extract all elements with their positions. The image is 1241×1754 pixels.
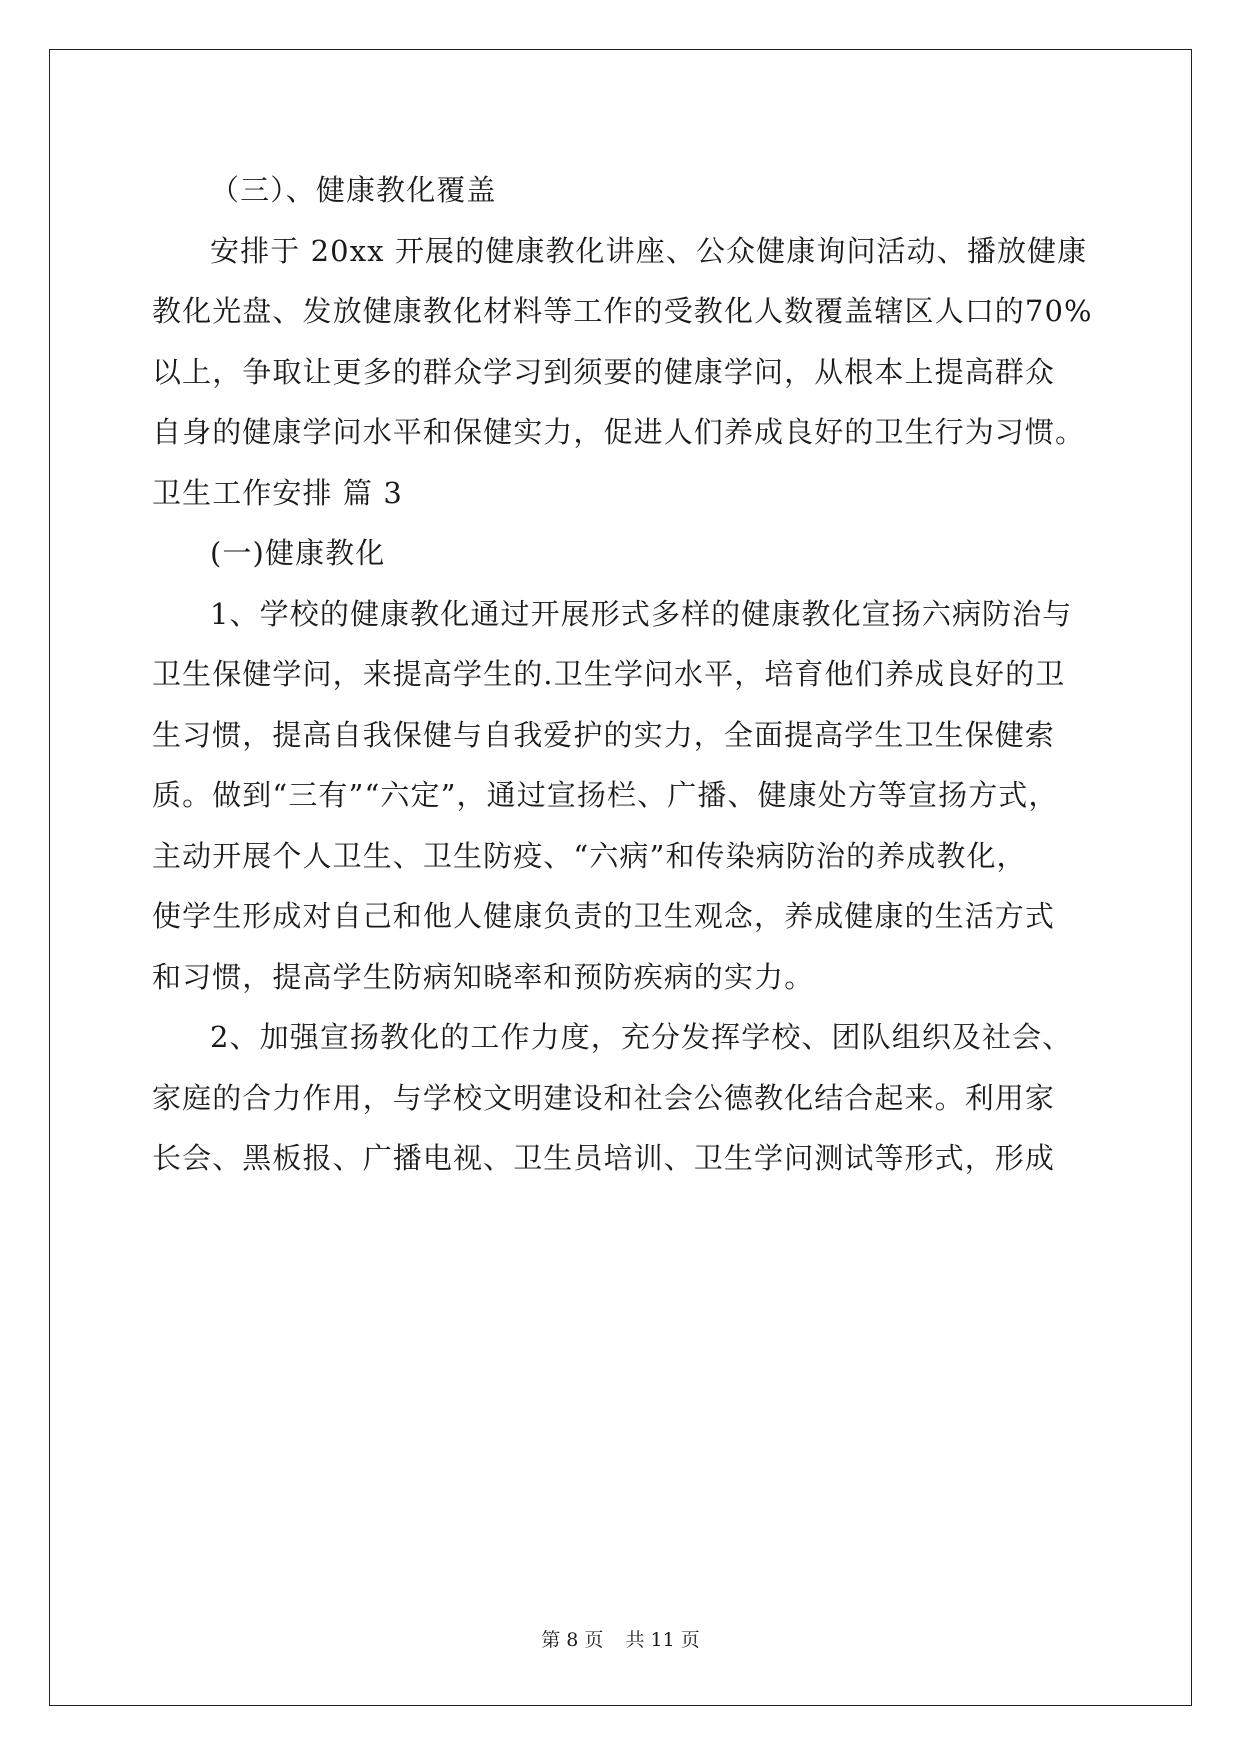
- paragraph-line: 和习惯，提高学生防病知晓率和预防疾病的实力。: [152, 959, 815, 994]
- paragraph-line: 质。做到“三有”“六定”，通过宣扬栏、广播、健康处方等宣扬方式，: [152, 778, 1059, 812]
- chapter-title: 卫生工作安排 篇 3: [152, 475, 403, 510]
- paragraph-line: 2、加强宣扬教化的工作力度，充分发挥学校、团队组织及社会、: [210, 1020, 1073, 1054]
- paragraph-line: 家庭的合力作用，与学校文明建设和社会公德教化结合起来。利用家: [152, 1080, 1056, 1115]
- page-total: 共 11 页: [625, 1629, 700, 1651]
- paragraph-line: 生习惯，提高自我保健与自我爱护的实力，全面提高学生卫生保健索: [152, 717, 1056, 752]
- paragraph-line: 长会、黑板报、广播电视、卫生员培训、卫生学问测试等形式，形成: [152, 1141, 1056, 1175]
- document-body: [152, 160, 1092, 1189]
- paragraph-line: 以上，争取让更多的群众学习到须要的健康学问，从根本上提高群众: [152, 354, 1056, 389]
- paragraph-line: 使学生形成对自己和他人健康负责的卫生观念，养成健康的生活方式: [152, 899, 1056, 933]
- section-heading: (一)健康教化: [210, 536, 386, 570]
- paragraph-line: 主动开展个人卫生、卫生防疫、“六病”和传染病防治的养成教化，: [152, 838, 1027, 873]
- paragraph-line: 自身的健康学问水平和保健实力，促进人们养成良好的卫生行为习惯。: [152, 415, 1086, 449]
- paragraph-line: 安排于 20xx 开展的健康教化讲座、公众健康询问活动、播放健康: [210, 233, 1088, 268]
- paragraph-line: 1、学校的健康教化通过开展形式多样的健康教化宣扬六病防治与: [210, 596, 1073, 631]
- page-number: 第 8 页: [541, 1629, 604, 1651]
- page-footer: [0, 1625, 1241, 1652]
- section-heading: （三）、健康教化覆盖: [210, 173, 497, 207]
- paragraph-line: 教化光盘、发放健康教化材料等工作的受教化人数覆盖辖区人口的70%: [152, 294, 1093, 328]
- paragraph-line: 卫生保健学问，来提高学生的.卫生学问水平，培育他们养成良好的卫: [152, 657, 1066, 691]
